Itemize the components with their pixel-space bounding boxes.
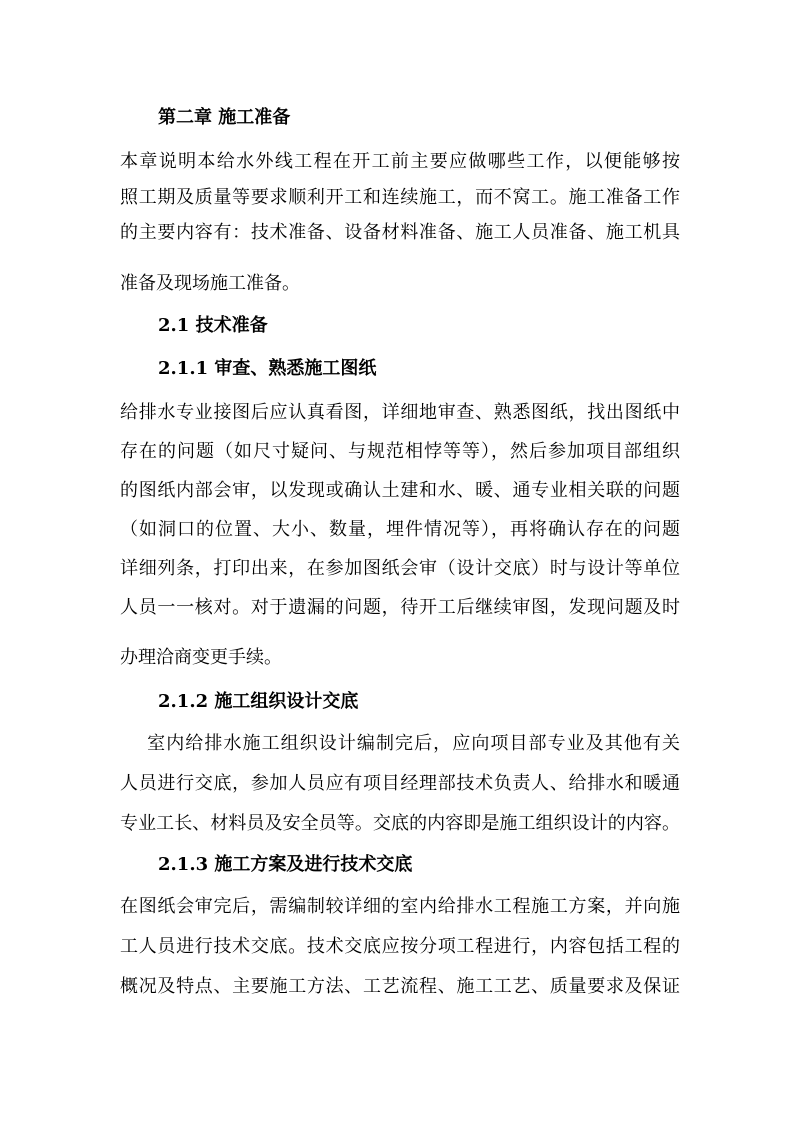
- intro-line-3: 的主要内容有：技术准备、设备材料准备、施工人员准备、施工机具: [120, 222, 680, 243]
- intro-line-2: 照工期及质量等要求顺利开工和连续施工，而不窝工。施工准备工作: [120, 187, 680, 208]
- section-2-1-1-title: 2.1.1 审查、熟悉施工图纸: [158, 358, 377, 379]
- section-2-1-2-line-2: 人员进行交底，参加人员应有项目经理部技术负责人、给排水和暖通: [120, 773, 680, 794]
- section-2-1-1-line-6: 人员一一核对。对于遗漏的问题，待开工后继续审图，发现问题及时: [120, 597, 680, 618]
- section-2-1-3-line-3: 概况及特点、主要施工方法、工艺流程、施工工艺、质量要求及保证: [120, 976, 680, 997]
- chapter-title: 第二章 施工准备: [158, 107, 291, 128]
- section-2-1-1-line-4: （如洞口的位置、大小、数量，埋件情况等），再将确认存在的问题: [120, 519, 680, 540]
- section-2-1-1-line-7: 办理洽商变更手续。: [120, 647, 282, 668]
- section-2-1-2-title: 2.1.2 施工组织设计交底: [158, 691, 359, 712]
- section-2-1-1-line-3: 的图纸内部会审，以发现或确认土建和水、暖、通专业相关联的问题: [120, 480, 680, 501]
- section-2-1-2-line-3: 专业工长、材料员及安全员等。交底的内容即是施工组织设计的内容。: [120, 813, 680, 834]
- section-2-1-title: 2.1 技术准备: [158, 315, 268, 336]
- intro-line-4: 准备及现场施工准备。: [120, 273, 300, 294]
- section-2-1-1-line-5: 详细列条，打印出来，在参加图纸会审（设计交底）时与设计等单位: [120, 558, 680, 579]
- section-2-1-1-line-1: 给排水专业接图后应认真看图，详细地审查、熟悉图纸，找出图纸中: [120, 402, 680, 423]
- intro-line-1: 本章说明本给水外线工程在开工前主要应做哪些工作，以便能够按: [120, 151, 680, 172]
- section-2-1-3-line-1: 在图纸会审完后，需编制较详细的室内给排水工程施工方案，并向施: [120, 896, 680, 917]
- section-2-1-2-line-1: 室内给排水施工组织设计编制完后，应向项目部专业及其他有关: [120, 733, 680, 754]
- section-2-1-3-title: 2.1.3 施工方案及进行技术交底: [158, 854, 413, 875]
- section-2-1-1-line-2: 存在的问题（如尺寸疑问、与规范相悖等等），然后参加项目部组织: [120, 441, 680, 462]
- section-2-1-3-line-2: 工人员进行技术交底。技术交底应按分项工程进行，内容包括工程的: [120, 936, 680, 957]
